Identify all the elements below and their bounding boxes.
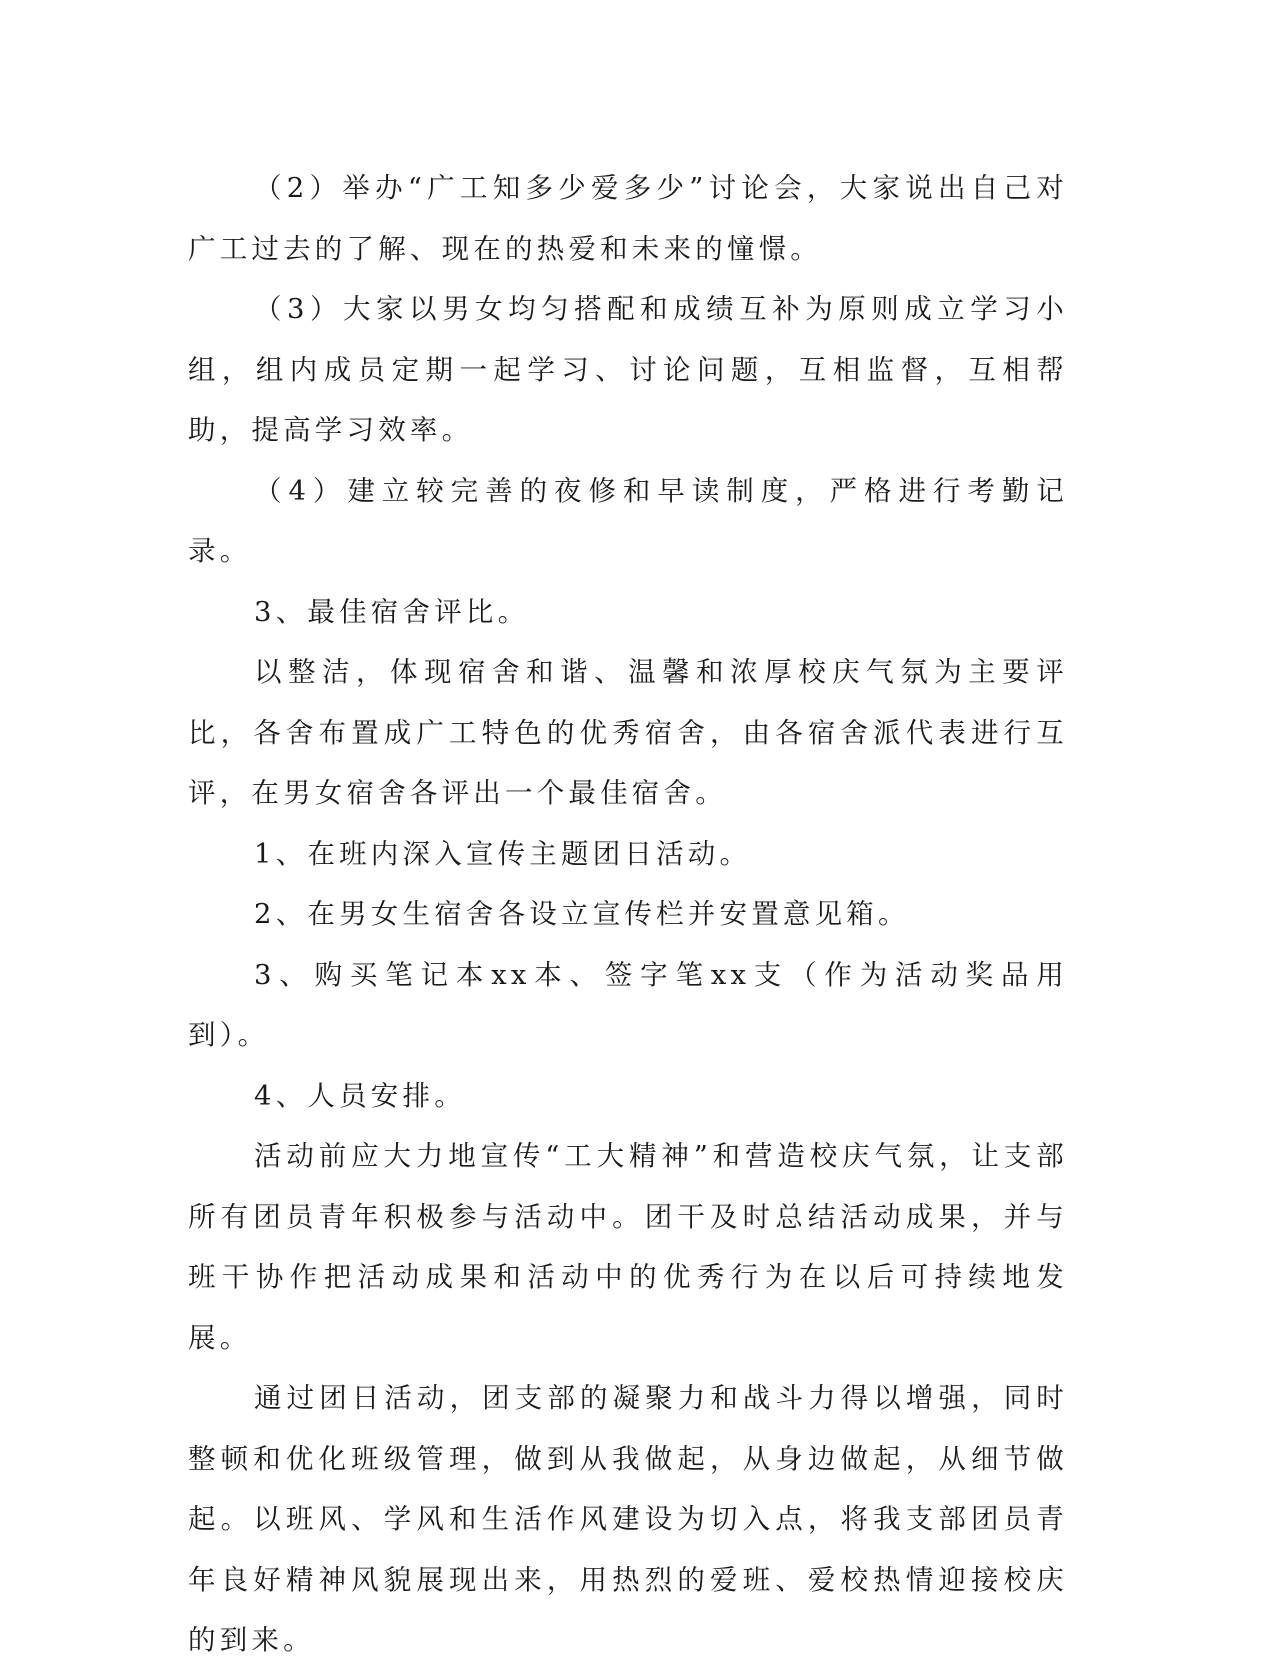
list-item-2: 2、在男女生宿舍各设立宣传栏并安置意见箱。 bbox=[254, 898, 910, 930]
document-body bbox=[188, 158, 1068, 1671]
paragraph-item-3: （3）大家以男女均匀搭配和成绩互补为原则成立学习小组，组内成员定期一起学习、讨论问题，互相监督，互相帮助，提高学习效率。 bbox=[188, 293, 1068, 446]
section-heading-best-dorm: 3、最佳宿舍评比。 bbox=[254, 595, 530, 628]
paragraph-promotion: 活动前应大力地宣传“工大精神”和营造校庆气氛，让支部所有团员青年积极参与活动中。团干及时总结活动成果，并与班干协作把活动成果和活动中的优秀行为在以后可持续地发展。 bbox=[188, 1140, 1068, 1354]
list-item-3: 3、购买笔记本xx本、签字笔xx支（作为活动奖品用到）。 bbox=[188, 958, 1068, 1051]
list-item-1: 1、在班内深入宣传主题团日活动。 bbox=[254, 837, 752, 870]
paragraph-dorm-criteria: 以整洁，体现宿舍和谐、温馨和浓厚校庆气氛为主要评比，各舍布置成广工特色的优秀宿舍，由各宿舍派代表进行互评，在男女宿舍各评出一个最佳宿舍。 bbox=[188, 656, 1068, 809]
paragraph-item-2: （2）举办“广工知多少爱多少”讨论会，大家说出自己对广工过去的了解、现在的热爱和未来的憧憬。 bbox=[188, 172, 1068, 265]
paragraph-item-4: （4）建立较完善的夜修和早读制度，严格进行考勤记录。 bbox=[188, 474, 1068, 567]
list-item-4: 4、人员安排。 bbox=[254, 1079, 466, 1112]
paragraph-summary: 通过团日活动，团支部的凝聚力和战斗力得以增强，同时整顿和优化班级管理，做到从我做起，从身边做起，从细节做起。以班风、学风和生活作风建设为切入点，将我支部团员青年良好精神风貌展现出来，用热烈的爱班、爱校热情迎接校庆的到来。 bbox=[188, 1382, 1068, 1656]
